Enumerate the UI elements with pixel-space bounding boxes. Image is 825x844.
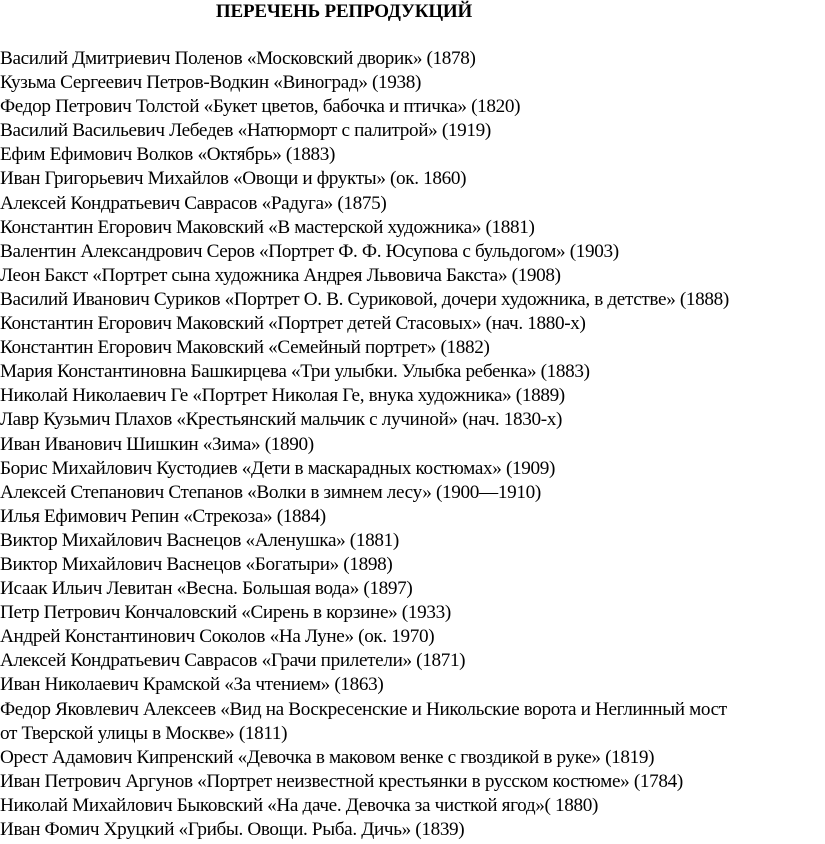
list-item: Иван Иванович Шишкин «Зима» (1890) <box>0 433 314 455</box>
list-item: Ефим Ефимович Волков «Октябрь» (1883) <box>0 144 335 166</box>
list-item: Кузьма Сергеевич Петров-Водкин «Виноград» (1938) <box>0 72 422 94</box>
list-item: Илья Ефимович Репин «Стрекоза» (1884) <box>0 505 326 527</box>
list-item-continuation: от Тверской улицы в Москве» (1811) <box>0 722 288 744</box>
list-item: Константин Егорович Маковский «Семейный портрет» (1882) <box>0 337 490 359</box>
reproductions-list <box>0 47 729 842</box>
list-item: Константин Егорович Маковский «В мастерской художника» (1881) <box>0 216 535 238</box>
list-item: Иван Николаевич Крамской «За чтением» (1863) <box>0 674 384 696</box>
list-item: Федор Яковлевич Алексеев «Вид на Воскресенские и Никольские ворота и Неглинный мост <box>0 698 727 720</box>
list-item: Василий Васильевич Лебедев «Натюрморт с палитрой» (1919) <box>0 120 491 142</box>
list-item: Николай Михайлович Быковский «На даче. Девочка за чисткой ягод»( 1880) <box>0 794 599 816</box>
list-item: Борис Михайлович Кустодиев «Дети в маскарадных костюмах» (1909) <box>0 457 555 479</box>
list-item: Константин Егорович Маковский «Портрет детей Стасовых» (нач. 1880-х) <box>0 313 586 335</box>
list-item: Василий Иванович Суриков «Портрет О. В. Суриковой, дочери художника, в детстве» (1888) <box>0 288 729 310</box>
list-item: Мария Константиновна Башкирцева «Три улыбки. Улыбка ребенка» (1883) <box>0 361 590 383</box>
list-item: Иван Петрович Аргунов «Портрет неизвестной крестьянки в русском костюме» (1784) <box>0 770 683 792</box>
list-item: Алексей Степанович Степанов «Волки в зимнем лесу» (1900—1910) <box>0 481 541 503</box>
list-item: Федор Петрович Толстой «Букет цветов, бабочка и птичка» (1820) <box>0 96 521 118</box>
list-item: Виктор Михайлович Васнецов «Аленушка» (1881) <box>0 529 399 551</box>
list-item: Алексей Кондратьевич Саврасов «Радуга» (1875) <box>0 192 387 214</box>
list-item: Андрей Константинович Соколов «На Луне» (ок. 1970) <box>0 626 435 648</box>
list-item: Исаак Ильич Левитан «Весна. Большая вода» (1897) <box>0 578 413 600</box>
list-item: Василий Дмитриевич Поленов «Московский дворик» (1878) <box>0 48 476 69</box>
list-item: Иван Григорьевич Михайлов «Овощи и фрукты» (ок. 1860) <box>0 168 467 190</box>
list-item: Леон Бакст «Портрет сына художника Андрея Львовича Бакста» (1908) <box>0 264 561 286</box>
list-item: Николай Николаевич Ге «Портрет Николая Ге, внука художника» (1889) <box>0 385 565 407</box>
list-item: Виктор Михайлович Васнецов «Богатыри» (1898) <box>0 553 393 575</box>
list-item: Валентин Александрович Серов «Портрет Ф. Ф. Юсупова с бульдогом» (1903) <box>0 240 619 262</box>
list-item: Алексей Кондратьевич Саврасов «Грачи прилетели» (1871) <box>0 650 466 672</box>
list-item: Орест Адамович Кипренский «Девочка в маковом венке с гвоздикой в руке» (1819) <box>0 746 655 768</box>
list-item: Лавр Кузьмич Плахов «Крестьянский мальчик с лучиной» (нач. 1830-х) <box>0 409 563 431</box>
page-title: ПЕРЕЧЕНЬ РЕПРОДУКЦИЙ <box>215 1 473 22</box>
list-item: Иван Фомич Хруцкий «Грибы. Овощи. Рыба. Дичь» (1839) <box>0 819 465 840</box>
list-item: Петр Петрович Кончаловский «Сирень в корзине» (1933) <box>0 602 451 624</box>
